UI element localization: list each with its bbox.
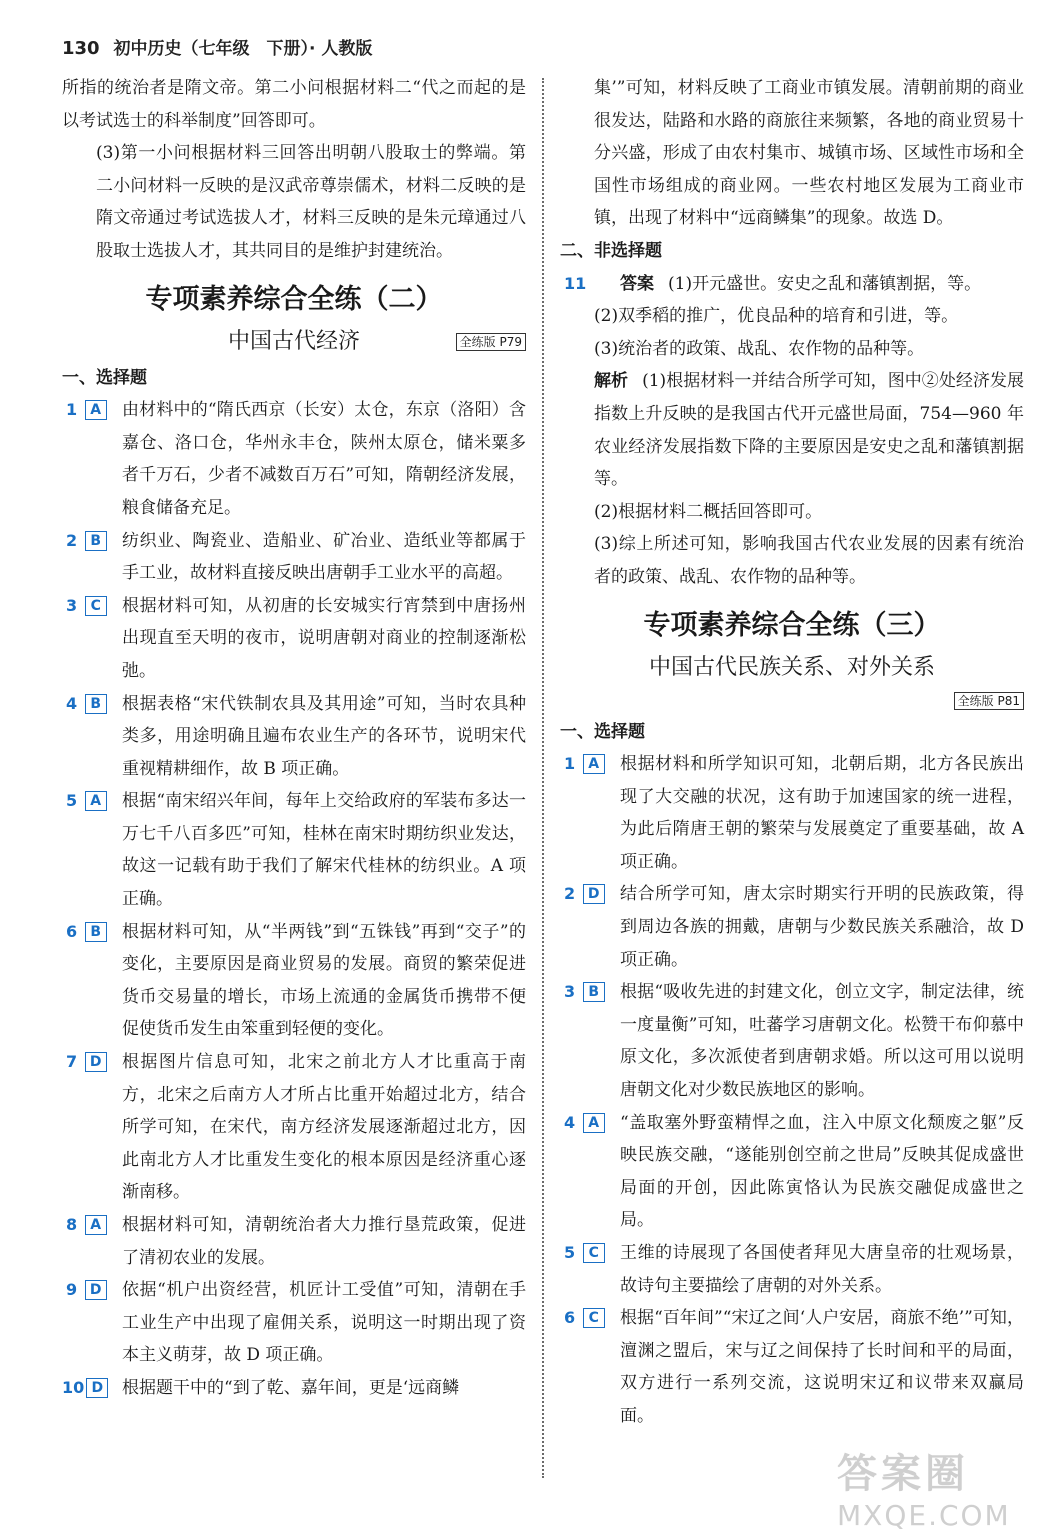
analysis-text: (3)综上所述可知，影响我国古代农业发展的因素有统治者的政策、战乱、农作物的品种等。 <box>594 534 1024 587</box>
question-number: 10 D <box>62 1372 108 1405</box>
column-divider <box>542 78 544 1478</box>
section-heading: 二、非选择题 <box>560 240 662 261</box>
analysis-text: (1)根据材料一并结合所学可知，图中②处经济发展指数上升反映的是我国古代开元盛世局面，754—960 年农业经济发展指数下降的主要原因是安史之乱和藩镇割据等。 <box>594 371 1025 490</box>
question-item <box>62 590 526 688</box>
analysis-paragraph <box>560 365 1024 495</box>
page-reference: 全练版 P79 <box>456 333 526 351</box>
question-explanation: 根据材料可知，从初唐的长安城实行宵禁到中唐扬州出现直至天明的夜市，说明唐朝对商业的控制逐渐松弛。 <box>122 595 526 681</box>
question-explanation: 根据图片信息可知，北宋之前北方人才比重高于南方，北宋之后南方人才所占比重开始超过北方，结合所学可知，在宋代，南方经济发展逐渐超过北方，因此南北方人才比重发生变化的根本原因是经济重心逐渐南移。 <box>122 1052 526 1203</box>
question-number: 5 C <box>564 1237 605 1270</box>
question-number: 6 C <box>564 1302 605 1335</box>
answer-badge: D <box>86 1378 108 1398</box>
answer-badge: A <box>583 1113 605 1133</box>
question-item <box>62 1372 526 1405</box>
answer-continuation: 集’”可知，材料反映了工商业市镇发展。清朝前期的商业很发达，陆路和水路的商旅往来频繁，各地的商业贸易十分兴盛，形成了由农村集市、城镇市场、区域性市场和全国性市场组成的商业网。一些农村地区发展为工商业市镇，出现了材料中“远商鳞集”的现象。故选 D。 <box>594 78 1024 229</box>
question-number: 3 B <box>564 976 605 1009</box>
answer-paragraph: (3)第一小问根据材料三回答出明朝八股取士的弊端。第二小问材料一反映的是汉武帝尊崇儒术，材料二反映的是隋文帝通过考试选拔人才，材料三反映的是朱元璋通过八股取士选拔人才，其共同目的是维护封建统治。 <box>96 143 526 261</box>
section-subtitle <box>62 322 526 362</box>
question-explanation: 根据“南宋绍兴年间，每年上交给政府的军装布多达一万七千八百多匹”可知，桂林在南宋时期纺织业发达，故这一记载有助于我们了解宋代桂林的纺织业。A 项正确。 <box>122 791 526 910</box>
site-watermark <box>837 1442 1027 1532</box>
question-item <box>560 878 1024 976</box>
question-number: 11 <box>564 273 587 293</box>
answer-badge: C <box>85 596 107 616</box>
watermark-url: MXQE.COM <box>837 1499 1011 1532</box>
answer-badge: A <box>583 754 605 774</box>
answer-badge: A <box>85 1215 107 1235</box>
answer-badge: B <box>85 694 107 714</box>
question-explanation: 根据“百年间”“宋辽之间‘人户安居，商旅不绝’”可知，澶渊之盟后，宋与辽之间保持了长时间和平的局面，双方进行一系列交流，这说明宋辽和议带来双赢局面。 <box>620 1308 1024 1426</box>
question-explanation: 根据材料可知，从“半两钱”到“五铢钱”再到“交子”的变化，主要原因是商业贸易的发展。商贸的繁荣促进货币交易量的增长，市场上流通的金属货币携带不便促使货币发生由笨重到轻便的变化。 <box>122 921 526 1040</box>
answer-badge: B <box>85 531 107 551</box>
answer-badge: D <box>85 1052 107 1072</box>
answer-badge: D <box>85 1280 107 1300</box>
question-explanation: “盖取塞外野蛮精悍之血，注入中原文化颓废之躯”反映民族交融，“遂能别创空前之世局”反映其促成盛世局面的开创，因此陈寅恪认为民族交融促成盛世之局。 <box>620 1112 1024 1231</box>
question-item <box>62 916 526 1046</box>
question-explanation: 王维的诗展现了各国使者拜见大唐皇帝的壮观场景，故诗句主要描绘了唐朝的对外关系。 <box>620 1243 1024 1296</box>
section-heading: 一、选择题 <box>560 721 645 742</box>
answer-continuation: 所指的统治者是隋文帝。第二小问根据材料二“代之而起的是以考试选士的科举制度”回答即可。 <box>62 78 526 131</box>
watermark-logo-text: 答案圈 <box>837 1451 969 1497</box>
page-reference-row <box>560 688 1024 712</box>
question-number: 2 B <box>66 525 107 558</box>
question-item <box>560 268 1024 301</box>
question-number: 1 A <box>66 394 107 427</box>
question-explanation: 依据“机户出资经营，机匠计工受值”可知，清朝在手工业生产中出现了雇佣关系，说明这一时期出现了资本主义萌芽，故 D 项正确。 <box>122 1280 526 1366</box>
question-item <box>62 1274 526 1372</box>
question-number: 7 D <box>66 1046 107 1079</box>
question-explanation: 根据“吸收先进的封建文化，创立文字，制定法律，统一度量衡”可知，吐蕃学习唐朝文化。松赞干布仰慕中原文化，多次派使者到唐朝求婚。所以这可用以说明唐朝文化对少数民族地区的影响。 <box>620 982 1024 1101</box>
question-explanation: 由材料中的“隋氏西京（长安）太仓，东京（洛阳）含嘉仓、洛口仓，华州永丰仓，陕州太原仓，储米粟多者千万石，少者不减数百万石”可知，隋朝经济发展，粮食储备充足。 <box>122 400 526 518</box>
answer-badge: D <box>583 884 605 904</box>
answer-badge: A <box>85 400 107 420</box>
section-heading: 一、选择题 <box>62 367 147 388</box>
page-header <box>62 34 372 64</box>
answer-badge: C <box>583 1308 605 1328</box>
question-number: 2 D <box>564 878 605 911</box>
question-item <box>62 1209 526 1274</box>
question-item <box>62 785 526 915</box>
question-explanation: 根据材料可知，清朝统治者大力推行垦荒政策，促进了清初农业的发展。 <box>122 1215 526 1268</box>
question-item <box>560 1107 1024 1237</box>
question-number: 5 A <box>66 785 107 818</box>
analysis-text: (2)根据材料二概括回答即可。 <box>594 501 823 522</box>
page-number: 130 <box>62 38 100 59</box>
question-item <box>62 525 526 590</box>
question-explanation: 根据题干中的“到了乾、嘉年间，更是‘远商鳞 <box>122 1377 460 1398</box>
section-title: 专项素养综合全练（二） <box>145 283 443 315</box>
question-item <box>560 748 1024 878</box>
subtitle-text: 中国古代经济 <box>227 328 360 354</box>
section-subtitle: 中国古代民族关系、对外关系 <box>648 654 935 680</box>
analysis-label: 解析 <box>594 371 629 392</box>
question-number: 4 B <box>66 688 107 721</box>
answer-text: (1)开元盛世。安史之乱和藩镇割据，等。 <box>668 273 982 294</box>
page-reference: 全练版 P81 <box>954 692 1024 710</box>
question-item <box>62 688 526 786</box>
question-item <box>560 1302 1024 1432</box>
left-column <box>62 72 526 1405</box>
question-item <box>560 976 1024 1106</box>
question-explanation: 根据表格“宋代铁制农具及其用途”可知，当时农具种类多，用途明确且遍布农业生产的各环节，说明宋代重视精耕细作，故 B 项正确。 <box>122 693 526 779</box>
question-item <box>560 1237 1024 1302</box>
question-item <box>62 1046 526 1209</box>
question-number: 8 A <box>66 1209 107 1242</box>
question-item <box>62 394 526 524</box>
answer-badge: B <box>583 982 605 1002</box>
book-title: 初中历史（七年级 下册）· 人教版 <box>113 39 373 59</box>
answer-text: (3)统治者的政策、战乱、农作物的品种等。 <box>594 338 925 359</box>
question-explanation: 根据材料和所学知识可知，北朝后期，北方各民族出现了大交融的状况，这有助于加速国家的统一进程，为此后隋唐王朝的繁荣与发展奠定了重要基础，故 A 项正确。 <box>620 754 1024 872</box>
answer-badge: C <box>583 1243 605 1263</box>
answer-badge: A <box>85 791 107 811</box>
question-number: 9 D <box>66 1274 107 1307</box>
question-number: 6 B <box>66 916 107 949</box>
section-title: 专项素养综合全练（三） <box>643 609 941 641</box>
question-explanation: 纺织业、陶瓷业、造船业、矿冶业、造纸业等都属于手工业，故材料直接反映出唐朝手工业水平的高超。 <box>122 530 526 584</box>
question-explanation: 结合所学可知，唐太宗时期实行开明的民族政策，得到周边各族的拥戴，唐朝与少数民族关系融洽，故 D 项正确。 <box>620 884 1024 970</box>
answer-text: (2)双季稻的推广，优良品种的培育和引进，等。 <box>594 306 959 327</box>
question-number: 3 C <box>66 590 107 623</box>
answer-badge: B <box>85 922 107 942</box>
question-number: 4 A <box>564 1107 605 1140</box>
answer-label: 答案 <box>620 273 654 294</box>
right-column <box>560 72 1024 1433</box>
question-number: 1 A <box>564 748 605 781</box>
